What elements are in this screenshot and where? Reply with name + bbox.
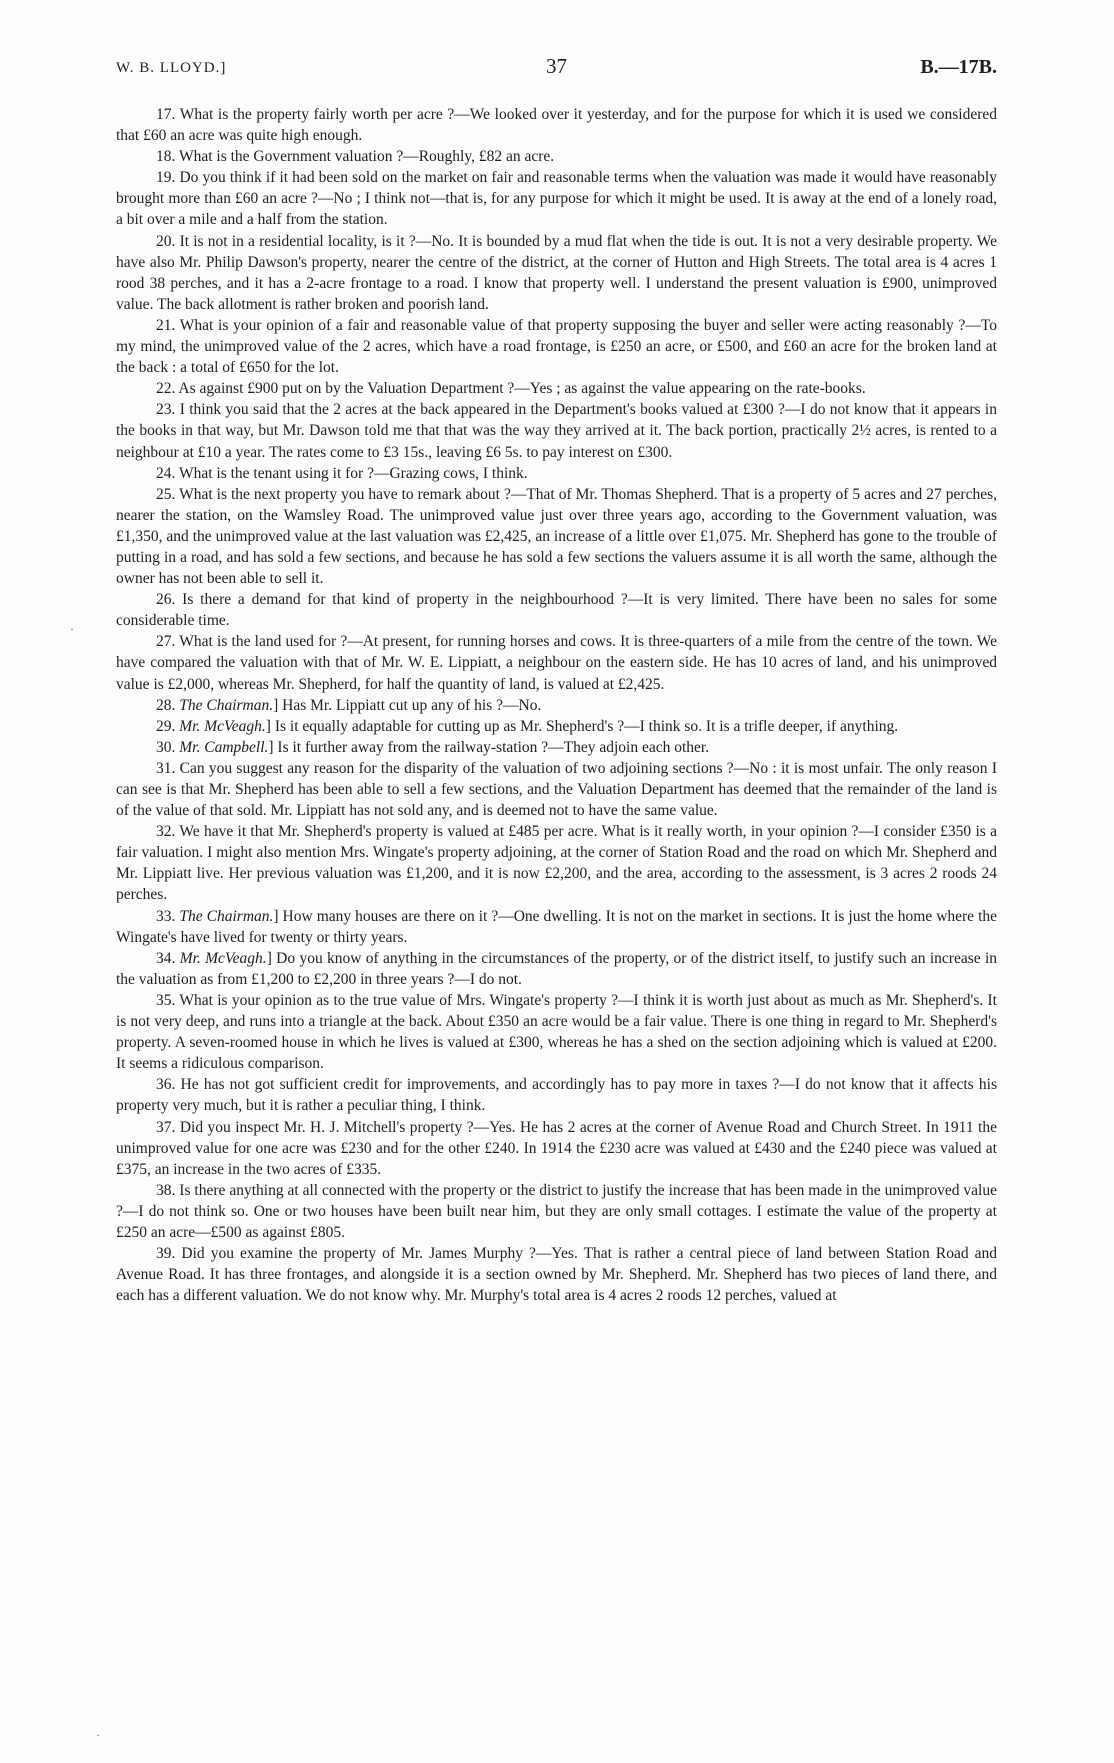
paragraph-text: 33.: [156, 907, 180, 925]
testimony-paragraph: [116, 589, 997, 631]
paragraph-text: 27. What is the land used for ?—At present, for running horses and cows. It is three-quarters of a mile from the centre of the town. We have compared the valuation with that of Mr. W. E. Lippiatt, a neighbour on the eastern side. He has 10 acres of land, and his unimproved value is £2,000, whereas Mr. Shepherd, for half the quantity of land, is valued at £2,425.: [116, 633, 997, 693]
paragraph-text: 18. What is the Government valuation ?—Roughly, £82 an acre.: [156, 148, 555, 166]
paragraph-text: 20. It is not in a residential locality, is it ?—No. It is bounded by a mud flat when the tide is out. It is not a very desirable property. We have also Mr. Philip Dawson's property, nearer the centre of the district, at the corner of Hutton and High Streets. The total area is 4 acres 1 rood 38 perches, and it has a 2-acre frontage to a road. I know that property well. I understand the present valuation is £900, unimproved value. The back allotment is rather broken and poorish land.: [116, 232, 997, 313]
paragraph-text: 26. Is there a demand for that kind of property in the neighbourhood ?—It is very limited. There have been no sales for some considerable time.: [116, 591, 997, 630]
paragraph-text: 37. Did you inspect Mr. H. J. Mitchell's property ?—Yes. He has 2 acres at the corner of Avenue Road and Church Street. In 1911 the unimproved value for one acre was £230 and for the other £240. In 1914 the £230 acre was valued at £430 and the £240 piece was valued at £375, an increase in the two acres of £335.: [116, 1118, 997, 1178]
paragraph-text: 21. What is your opinion of a fair and reasonable value of that property supposing the buyer and seller were acting reasonably ?—To my mind, the unimproved value of the 2 acres, which have a road frontage, is £250 an acre, or £500, and £60 an acre for the broken land at the back : a total of £650 for the lot.: [116, 316, 997, 377]
testimony-paragraph: [116, 378, 997, 399]
paragraph-text: 31. Can you suggest any reason for the disparity of the valuation of two adjoining sections ?—No : it is most unfair. The only reason I can see is that Mr. Shepherd has been able to sell a few sections, and the Valuation Department has deemed that the remainder of the land is of the value of that sold. Mr. Lippiatt has not sold any, and is deemed not to have the same value.: [116, 759, 997, 820]
paragraph-text: 17. What is the property fairly worth per acre ?—We looked over it yesterday, and for the purpose for which it is used we considered that £60 an acre was quite high enough.: [116, 106, 997, 145]
testimony-paragraph: [116, 146, 997, 167]
testimony-paragraph: [116, 1243, 997, 1306]
margin-dot: ·: [70, 622, 74, 636]
paragraph-text: 35. What is your opinion as to the true value of Mrs. Wingate's property ?—I think it is worth just about as much as Mr. Shepherd's. It is not very deep, and runs into a triangle at the back. About £350 an acre would be a fair value. There is one thing in regard to Mr. Shepherd's property. A seven-roomed house in which he lives is valued at £300, whereas he has a shed on the section adjoining which is valued at £200. It seems a ridiculous comparison.: [116, 991, 997, 1073]
testimony-paragraph: [116, 695, 997, 716]
page-number: 37: [546, 54, 567, 78]
testimony-paragraph: [116, 399, 997, 462]
paragraph-text: 30.: [156, 738, 180, 756]
testimony-paragraph: [116, 104, 997, 146]
paragraph-text: 28.: [156, 696, 180, 714]
document-reference: B.—17B.: [920, 56, 997, 78]
speaker-name: Mr. McVeagh.: [179, 949, 267, 967]
paragraph-text: 32. We have it that Mr. Shepherd's property is valued at £485 per acre. What is it really worth, in your opinion ?—I consider £350 is a fair valuation. I might also mention Mrs. Wingate's property adjoining, at the corner of Station Road and the road on which Mr. Shepherd and Mr. Lippiatt live. Her previous valuation was £1,200, and it is now £2,200, and the area, according to the assessment, is 3 acres 2 roods 24 perches.: [116, 823, 997, 904]
testimony-paragraph: [116, 315, 997, 378]
testimony-paragraph: [116, 1074, 997, 1116]
paragraph-text: 34.: [156, 949, 180, 967]
testimony-paragraph: [116, 167, 997, 230]
speaker-name: Mr. McVeagh.: [179, 717, 266, 735]
testimony-paragraph: [116, 484, 997, 589]
testimony-paragraph: [116, 758, 997, 821]
testimony-paragraph: [116, 716, 997, 737]
testimony-paragraph: [116, 631, 997, 694]
paragraph-text: ] How many houses are there on it ?—One dwelling. It is not on the market in sections. It is just the home where the Wingate's have lived for twenty or thirty years.: [116, 907, 998, 946]
paragraph-text: 23. I think you said that the 2 acres at the back appeared in the Department's books valued at £300 ?—I do not know that it appears in the books in that way, but Mr. Dawson told me that that was the way they arrived at it. The back portion, practically 2½ acres, is rented to a neighbour at £10 a year. The rates come to £3 15s., leaving £6 5s. to pay interest on £300.: [116, 401, 997, 461]
testimony-body: [116, 104, 997, 1306]
testimony-paragraph: [116, 1180, 997, 1243]
testimony-paragraph: [116, 948, 997, 990]
paragraph-text: ] Is it equally adaptable for cutting up as Mr. Shepherd's ?—I think so. It is a trifle deeper, if anything.: [265, 717, 899, 735]
testimony-paragraph: [116, 1117, 997, 1180]
paragraph-text: 36. He has not got sufficient credit for improvements, and accordingly has to pay more in taxes ?—I do not know that it affects his property very much, but it is rather a peculiar thing, I think.: [116, 1076, 997, 1115]
paragraph-text: 19. Do you think if it had been sold on the market on fair and reasonable terms when the valuation was made it would have reasonably brought more than £60 an acre ?—No ; I think not—that is, for any purpose for which it might be used. It is away at the end of a lonely road, a bit over a mile and a half from the station.: [116, 169, 997, 229]
paragraph-text: ] Has Mr. Lippiatt cut up any of his ?—No.: [273, 696, 542, 714]
paragraph-text: 39. Did you examine the property of Mr. James Murphy ?—Yes. That is rather a central piece of land between Station Road and Avenue Road. It has three frontages, and alongside it is a section owned by Mr. Shepherd. Mr. Shepherd has two pieces of land there, and each has a different valuation. We do not know why. Mr. Murphy's total area is 4 acres 2 roods 12 perches, valued at: [116, 1245, 997, 1305]
paragraph-text: 22. As against £900 put on by the Valuation Department ?—Yes ; as against the value appearing on the rate-books.: [156, 380, 866, 398]
paragraph-text: ] Do you know of anything in the circumstances of the property, or of the district itself, to justify such an increase in the valuation as from £1,200 to £2,200 in three years ?—I do not.: [116, 949, 997, 988]
speaker-name: The Chairman.: [179, 696, 274, 714]
testimony-paragraph: [116, 463, 997, 484]
witness-name-header: W. B. LLOYD.]: [116, 60, 227, 76]
speaker-name: The Chairman.: [179, 907, 274, 925]
paragraph-text: 38. Is there anything at all connected with the property or the district to justify the increase that has been made in the unimproved value ?—I do not think so. One or two houses have been built near him, but they are only small cottages. I estimate the value of the property at £250 an acre—£500 as against £805.: [116, 1181, 997, 1241]
testimony-paragraph: [116, 737, 997, 758]
paragraph-text: 24. What is the tenant using it for ?—Grazing cows, I think.: [156, 464, 528, 482]
testimony-paragraph: [116, 821, 997, 905]
testimony-paragraph: [116, 906, 997, 948]
page-header: [116, 52, 997, 82]
paragraph-text: ] Is it further away from the railway-station ?—They adjoin each other.: [268, 738, 710, 756]
testimony-paragraph: [116, 990, 997, 1074]
paragraph-text: 29.: [156, 717, 180, 735]
speaker-name: Mr. Campbell.: [179, 738, 269, 756]
testimony-paragraph: [116, 231, 997, 315]
paragraph-text: 25. What is the next property you have to remark about ?—That of Mr. Thomas Shepherd. That is a property of 5 acres and 27 perches, nearer the station, on the Wamsley Road. The unimproved value just over three years ago, according to the Government valuation, was £1,350, and the unimproved value at the last valuation was £2,425, an increase of a little over £1,075. Mr. Shepherd has gone to the trouble of putting in a road, and has sold a few sections, and because he has sold a few sections the valuers assume it is all worth the same, although the owner has not been able to sell it.: [116, 485, 997, 588]
margin-dot: ·: [96, 1728, 100, 1742]
